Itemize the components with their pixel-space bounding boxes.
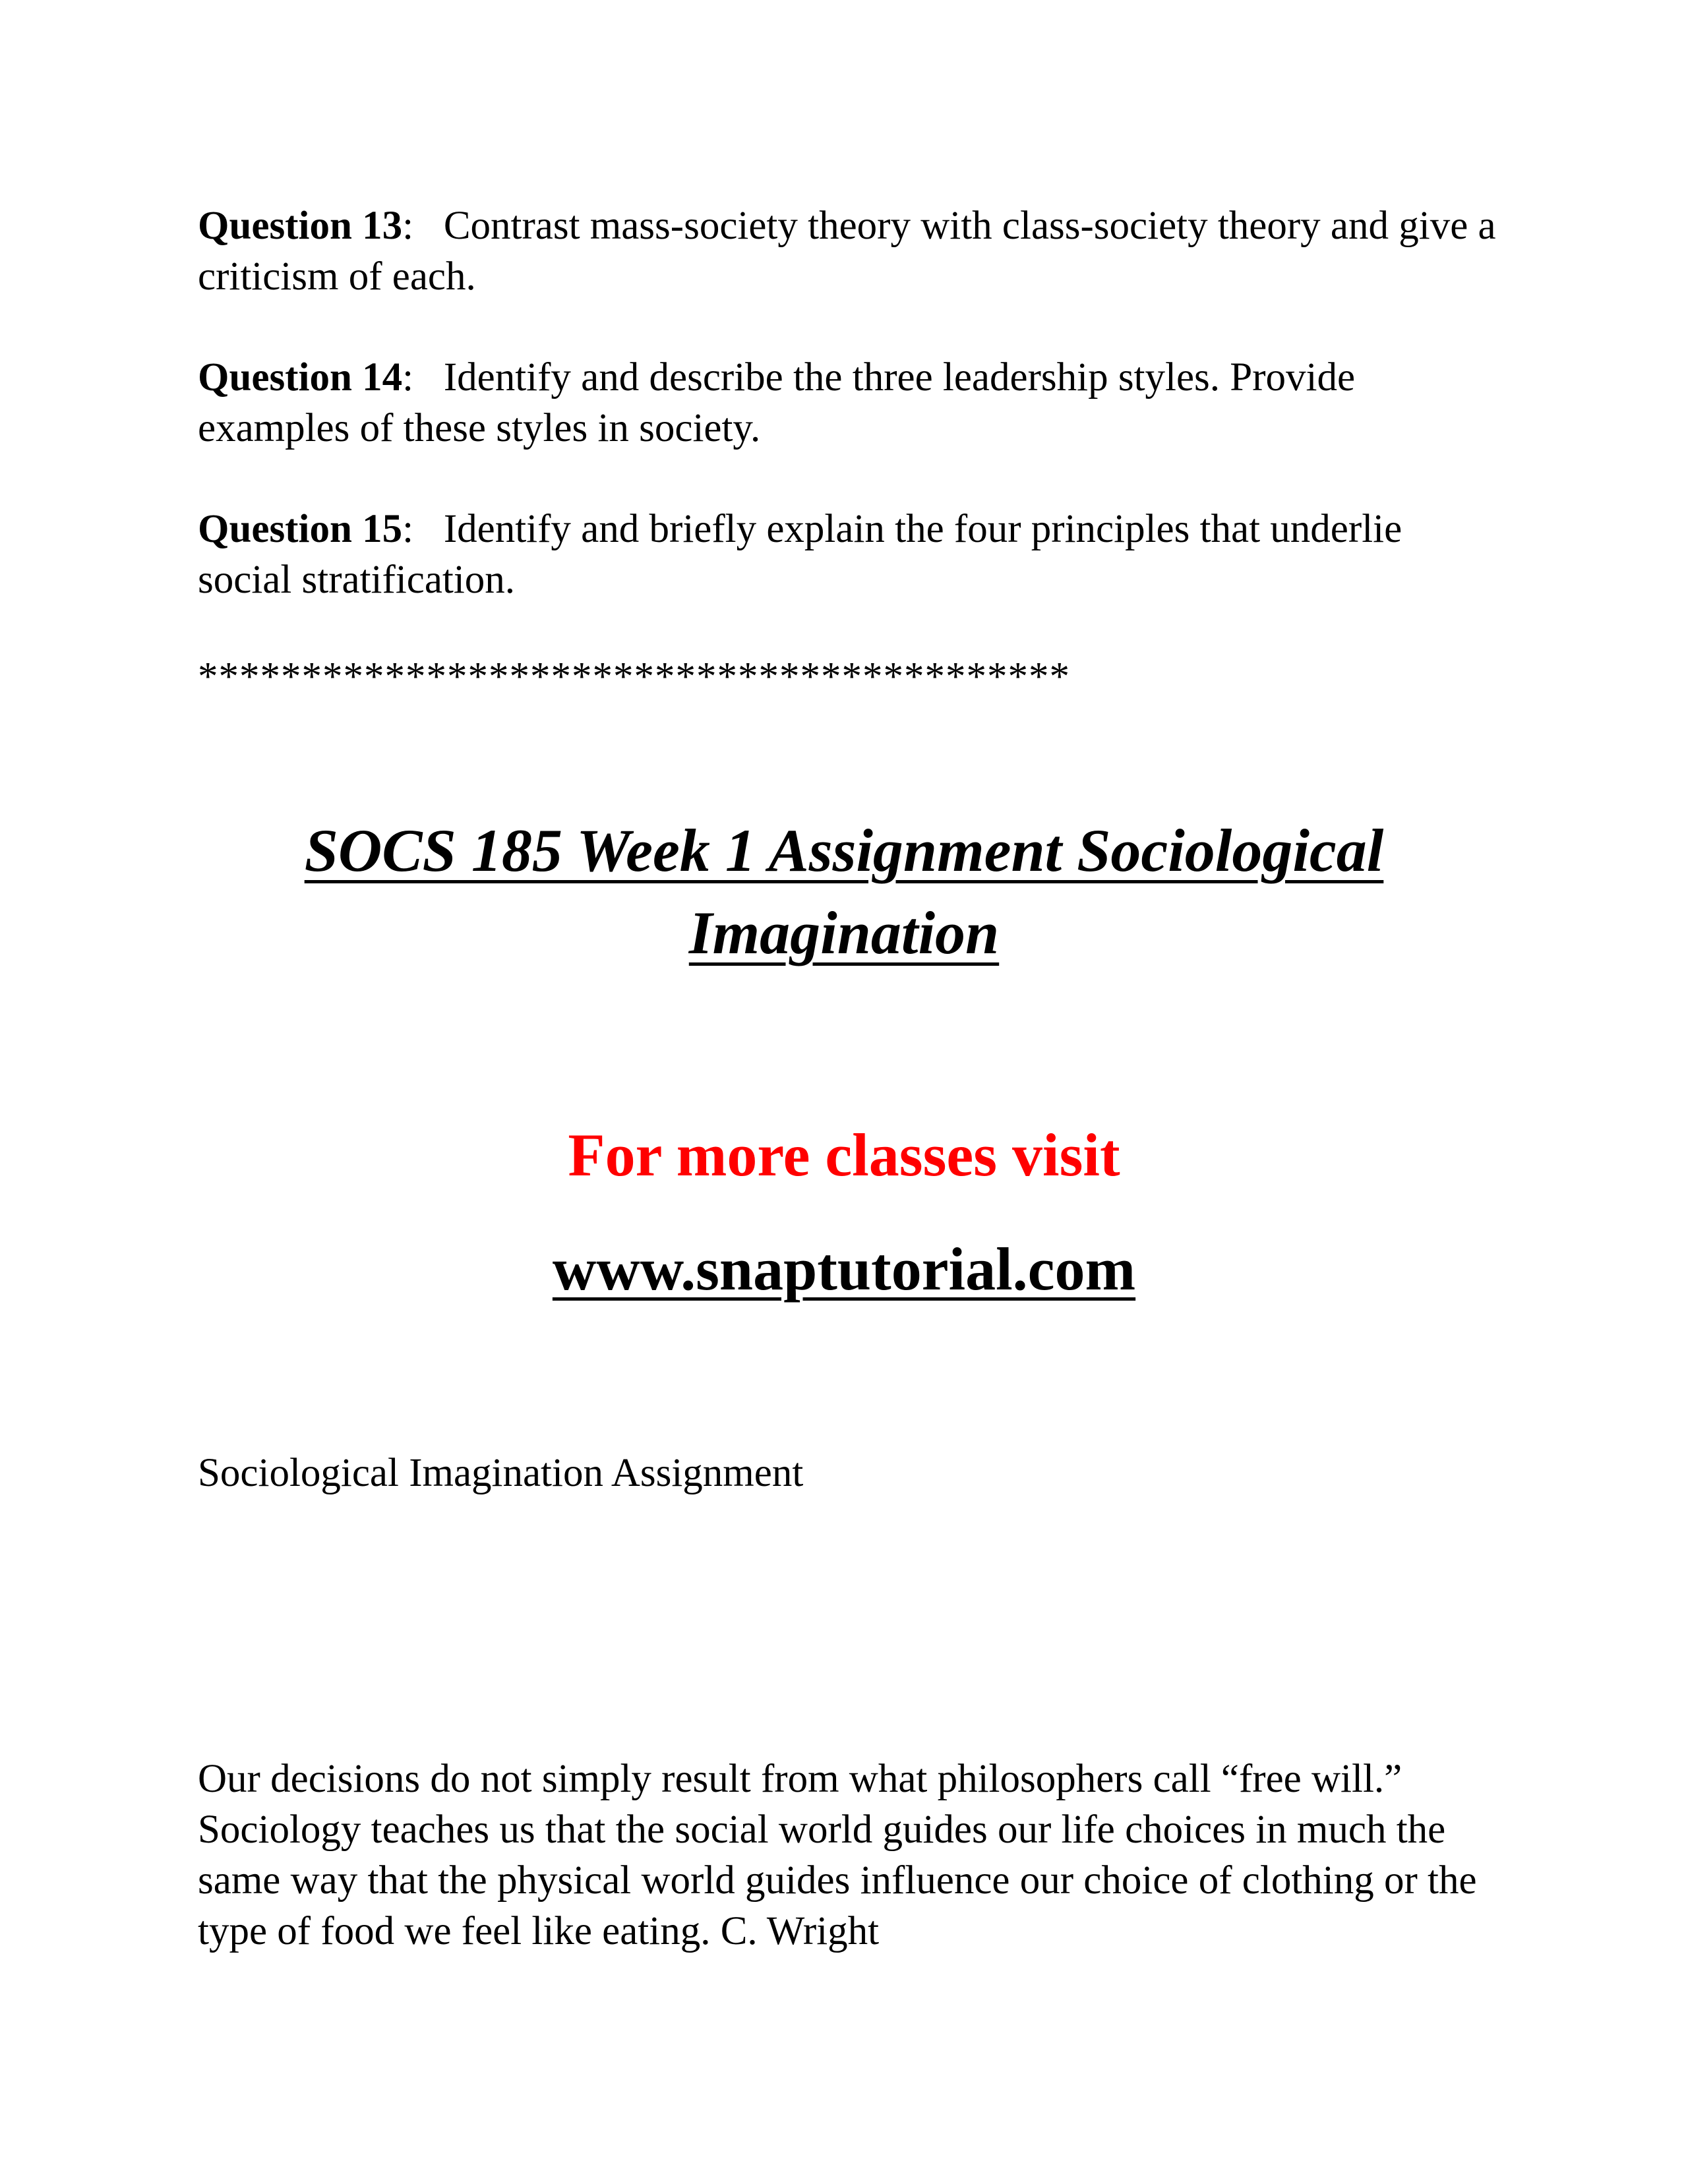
question-13-separator: :: [402, 204, 414, 248]
question-13-label: Question 13: [198, 204, 403, 248]
question-13-text: Contrast mass-society theory with class-society theory and give a criticism of each.: [198, 204, 1496, 299]
promo-text: For more classes visit: [568, 1121, 1120, 1189]
body-paragraph: Our decisions do not simply result from what philosophers call “free will.” Sociology teaches us that the social world guides our life choices in much the same way that the physical world guides influence our choice of clothing or the type of food we feel like eating. C. Wright: [198, 1757, 1477, 1953]
website-link[interactable]: www.snaptutorial.com: [552, 1235, 1136, 1303]
question-13: [198, 200, 1503, 302]
question-14-text: Identify and describe the three leadership styles. Provide examples of these styles in society.: [198, 355, 1356, 450]
question-15-label: Question 15: [198, 507, 403, 551]
question-15: [198, 504, 1503, 605]
asterisk-separator: ******************************************: [198, 655, 1070, 699]
assignment-subheading: Sociological Imagination Assignment: [198, 1451, 804, 1495]
question-14: [198, 352, 1503, 454]
assignment-title: SOCS 185 Week 1 Assignment Sociological Imagination: [304, 817, 1384, 966]
question-15-separator: :: [402, 507, 414, 551]
question-15-text: Identify and briefly explain the four principles that underlie social stratification.: [198, 507, 1402, 602]
question-14-label: Question 14: [198, 355, 403, 399]
question-14-separator: :: [402, 355, 414, 399]
